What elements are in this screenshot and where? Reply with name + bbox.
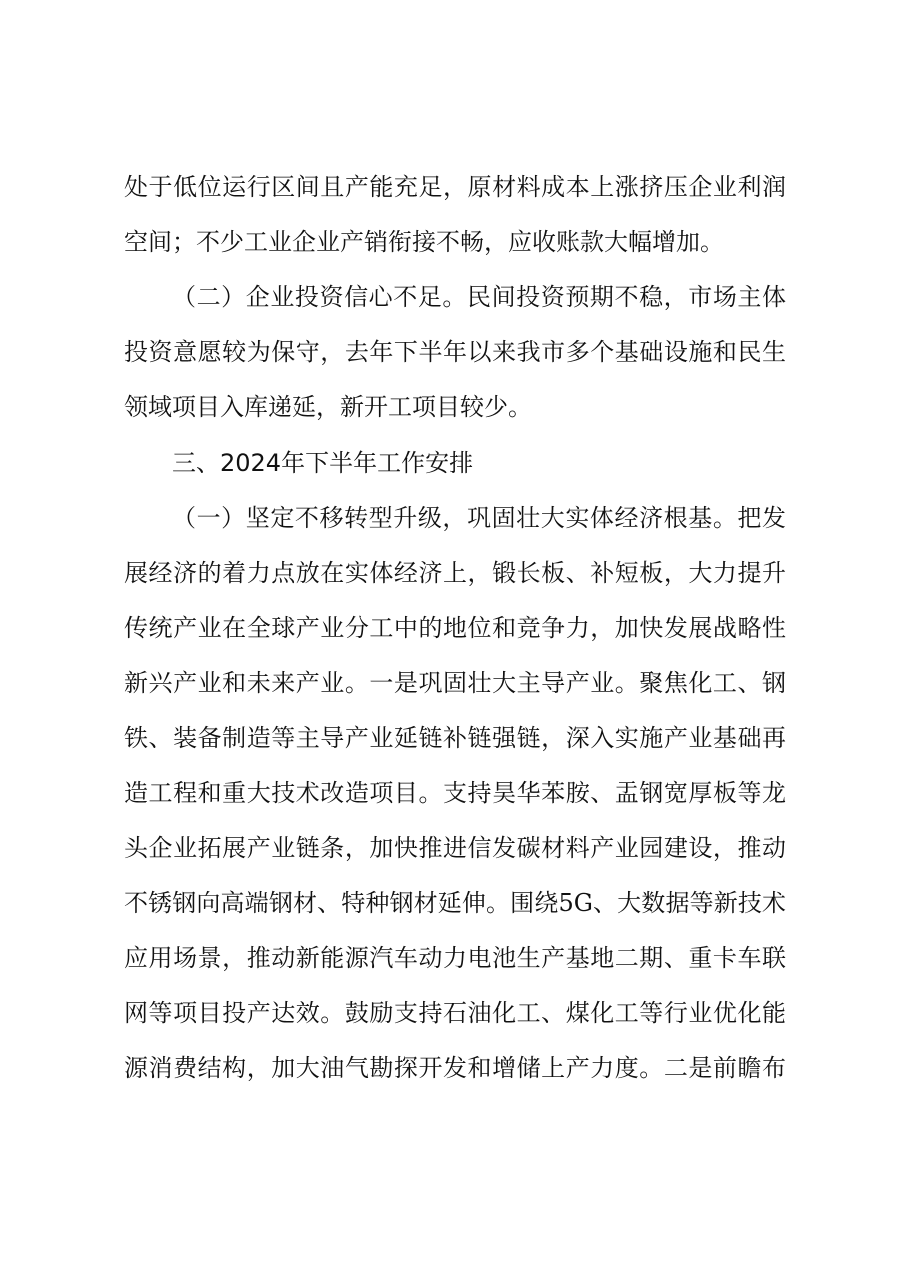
section-heading: 三、2024年下半年工作安排 [172,449,474,477]
text-line: 投资意愿较为保守，去年下半年以来我市多个基础设施和民生 [124,338,786,366]
text-line: 头企业拓展产业链条，加快推进信发碳材料产业园建设，推动 [124,834,786,862]
text-line: 空间；不少工业企业产销衔接不畅，应收账款大幅增加。 [124,228,724,256]
text-line: （二）企业投资信心不足。民间投资预期不稳，市场主体 [172,283,786,311]
text-line: 源消费结构，加大油气勘探开发和增储上产力度。二是前瞻布 [124,1054,786,1082]
text-line: 新兴产业和未来产业。一是巩固壮大主导产业。聚焦化工、钢 [124,669,786,697]
text-line: 造工程和重大技术改造项目。支持昊华苯胺、盂钢宽厚板等龙 [124,779,786,807]
text-line: （一）坚定不移转型升级，巩固壮大实体经济根基。把发 [172,504,786,532]
text-line: 传统产业在全球产业分工中的地位和竞争力，加快发展战略性 [124,614,786,642]
text-line: 领域项目入库递延，新开工项目较少。 [124,393,532,421]
text-line: 网等项目投产达效。鼓励支持石油化工、煤化工等行业优化能 [124,999,786,1027]
text-line: 展经济的着力点放在实体经济上，锻长板、补短板，大力提升 [124,559,786,587]
text-line: 铁、装备制造等主导产业延链补链强链，深入实施产业基础再 [124,724,786,752]
text-line: 处于低位运行区间且产能充足，原材料成本上涨挤压企业利润 [124,173,786,201]
text-line: 不锈钢向高端钢材、特种钢材延伸。围绕5G、大数据等新技术 [124,889,786,917]
text-line: 应用场景，推动新能源汽车动力电池生产基地二期、重卡车联 [124,944,786,972]
